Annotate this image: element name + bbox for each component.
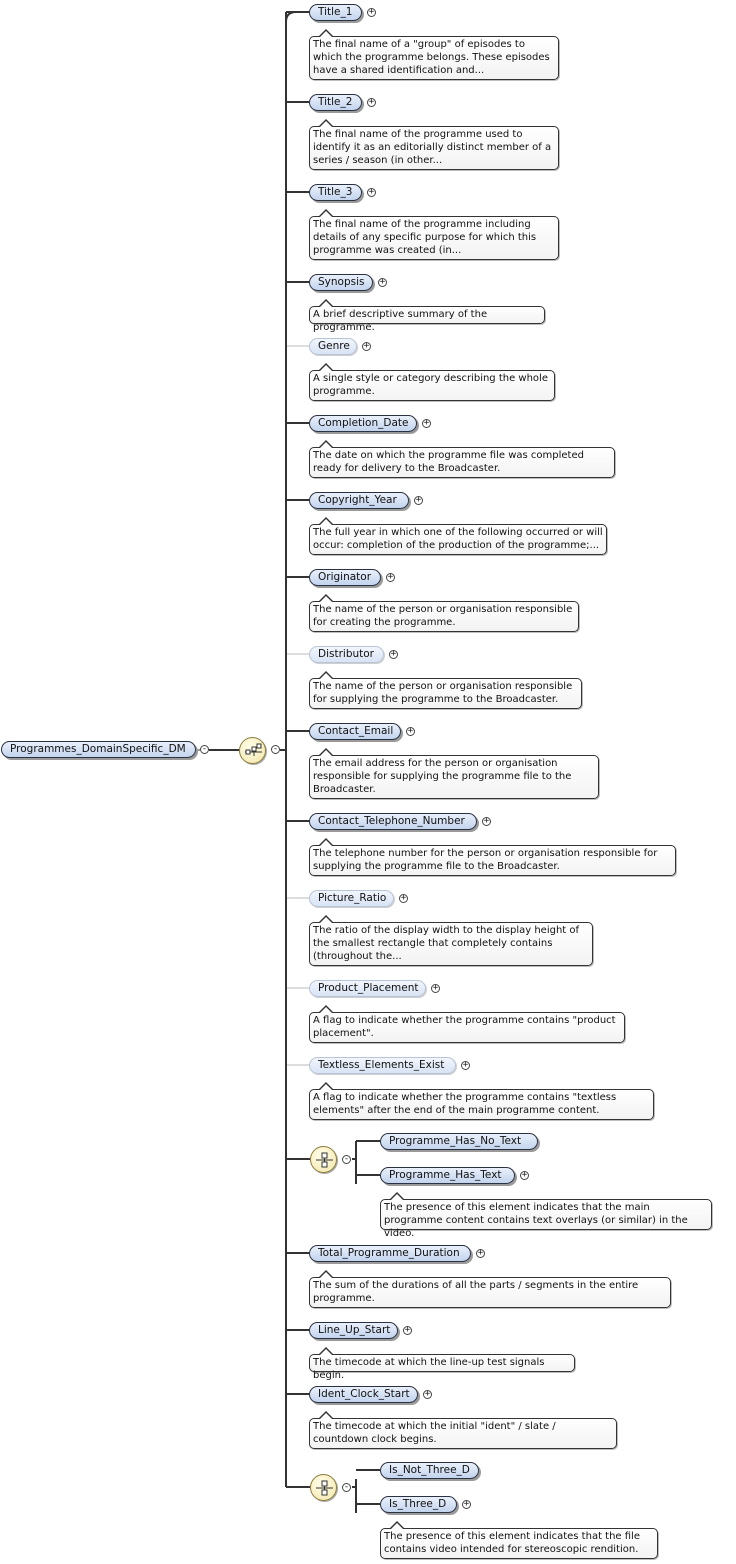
description-contact-telephone-number: The telephone number for the person or organisation responsible for supplying the programme file to the Broadcaster.: [309, 845, 676, 876]
expand-title-2-icon[interactable]: +: [368, 97, 375, 107]
description-line-up-start: The timecode at which the line-up test signals begin.: [309, 1354, 575, 1372]
element-contact-email[interactable]: Contact_Email: [309, 723, 401, 740]
choice-choice_text-icon[interactable]: [310, 1146, 337, 1173]
element-copyright-year[interactable]: Copyright_Year: [309, 492, 409, 509]
expand-line-up-start-icon[interactable]: +: [404, 1325, 411, 1335]
option-is-three-d[interactable]: Is_Three_D: [380, 1496, 457, 1513]
description-originator: The name of the person or organisation responsible for creating the programme.: [309, 601, 579, 632]
expand-picture-ratio-icon[interactable]: +: [400, 893, 407, 903]
description-product-placement: A flag to indicate whether the programme contains "product placement".: [309, 1012, 625, 1043]
expand-ident-clock-start-icon[interactable]: +: [424, 1389, 431, 1399]
expand-distributor-icon[interactable]: +: [390, 649, 397, 659]
element-synopsis[interactable]: Synopsis: [309, 274, 373, 291]
element-line-up-start[interactable]: Line_Up_Start: [309, 1322, 398, 1339]
description-completion-date: The date on which the programme file was completed ready for delivery to the Broadcaster.: [309, 447, 615, 478]
expand-copyright-year-icon[interactable]: +: [415, 495, 422, 505]
expand-is-three-d-icon[interactable]: +: [463, 1499, 470, 1509]
description-title-2: The final name of the programme used to identify it as an editorially distinct member of a series / season (in other...: [309, 126, 559, 170]
option-programme-has-no-text[interactable]: Programme_Has_No_Text: [380, 1133, 538, 1150]
expand-total-programme-duration-icon[interactable]: +: [477, 1248, 484, 1258]
description-title-1: The final name of a "group" of episodes to which the programme belongs. These episodes have a shared identification and...: [309, 36, 559, 80]
element-title-3[interactable]: Title_3: [309, 184, 362, 201]
description-total-programme-duration: The sum of the durations of all the parts / segments in the entire programme.: [309, 1277, 671, 1308]
element-textless-elements-exist[interactable]: Textless_Elements_Exist: [309, 1057, 456, 1074]
element-contact-telephone-number[interactable]: Contact_Telephone_Number: [309, 813, 477, 830]
collapse-choice-choice_text-icon[interactable]: -: [343, 1154, 350, 1164]
element-picture-ratio[interactable]: Picture_Ratio: [309, 890, 394, 907]
element-title-1[interactable]: Title_1: [309, 4, 362, 21]
description-is-three-d: The presence of this element indicates that the file contains video intended for stereoscopic rendition.: [380, 1528, 658, 1559]
element-distributor[interactable]: Distributor: [309, 646, 384, 663]
option-is-not-three-d[interactable]: Is_Not_Three_D: [380, 1462, 479, 1479]
element-completion-date[interactable]: Completion_Date: [309, 415, 417, 432]
element-product-placement[interactable]: Product_Placement: [309, 980, 426, 997]
collapse-choice-choice_3d-icon[interactable]: -: [343, 1482, 350, 1492]
expand-programme-has-text-icon[interactable]: +: [521, 1170, 528, 1180]
root-element[interactable]: Programmes_DomainSpecific_DM: [1, 741, 196, 758]
expand-originator-icon[interactable]: +: [387, 572, 394, 582]
expand-title-1-icon[interactable]: +: [368, 7, 375, 17]
description-genre: A single style or category describing the whole programme.: [309, 370, 555, 401]
expand-product-placement-icon[interactable]: +: [432, 983, 439, 993]
expand-synopsis-icon[interactable]: +: [379, 277, 386, 287]
description-picture-ratio: The ratio of the display width to the display height of the smallest rectangle that completely contains (throughout the...: [309, 922, 593, 966]
element-ident-clock-start[interactable]: Ident_Clock_Start: [309, 1386, 418, 1403]
element-originator[interactable]: Originator: [309, 569, 381, 586]
description-programme-has-text: The presence of this element indicates that the main programme content contains text overlays (or similar) in the video.: [380, 1199, 712, 1230]
expand-title-3-icon[interactable]: +: [368, 187, 375, 197]
description-distributor: The name of the person or organisation responsible for supplying the programme to the Broadcaster.: [309, 678, 582, 709]
element-genre[interactable]: Genre: [309, 338, 357, 355]
collapse-root-icon[interactable]: -: [201, 744, 208, 754]
expand-contact-telephone-number-icon[interactable]: +: [483, 816, 490, 826]
choice-choice_3d-icon[interactable]: [310, 1474, 337, 1501]
description-ident-clock-start: The timecode at which the initial "ident" / slate / countdown clock begins.: [309, 1418, 617, 1449]
option-programme-has-text[interactable]: Programme_Has_Text: [380, 1167, 515, 1184]
element-total-programme-duration[interactable]: Total_Programme_Duration: [309, 1245, 471, 1262]
expand-textless-elements-exist-icon[interactable]: +: [462, 1060, 469, 1070]
description-title-3: The final name of the programme including details of any specific purpose for which this programme was created (in...: [309, 216, 559, 260]
connector-line: [286, 12, 296, 22]
sequence-icon[interactable]: [239, 737, 266, 764]
element-title-2[interactable]: Title_2: [309, 94, 362, 111]
expand-completion-date-icon[interactable]: +: [423, 418, 430, 428]
description-contact-email: The email address for the person or organisation responsible for supplying the programme file to the Broadcaster.: [309, 755, 599, 799]
expand-genre-icon[interactable]: +: [363, 341, 370, 351]
collapse-sequence-icon[interactable]: -: [272, 744, 279, 754]
description-copyright-year: The full year in which one of the following occurred or will occur: completion of the production of the programme;...: [309, 524, 607, 555]
expand-contact-email-icon[interactable]: +: [407, 726, 414, 736]
description-synopsis: A brief descriptive summary of the programme.: [309, 306, 545, 324]
description-textless-elements-exist: A flag to indicate whether the programme contains "textless elements" after the end of the main programme content.: [309, 1089, 654, 1120]
